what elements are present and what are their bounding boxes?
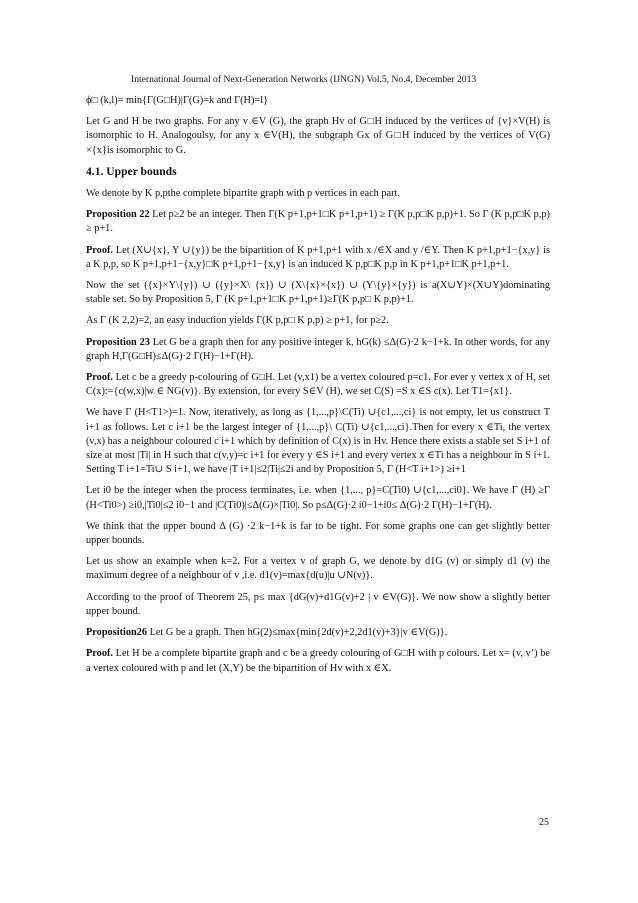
paragraph-text: Let G and H be two graphs. For any v ∈V (G), the graph Hv of G□H induced by the vertices of {v}×V(H) is isomorphic to H. Analogoulsy, for any x ∈V(H), the subgraph Gx of G□H induced by the vertices of V(G) ×{x}is isomorphic to G.: [86, 116, 550, 156]
paragraph-text: We think that the upper bound Δ (G) ·2 k−1+k is far to be tight. For some graphs one can get slightly better upper bounds.: [86, 520, 550, 547]
proof-26: [86, 647, 550, 675]
paragraph-p2: [86, 187, 550, 201]
paragraph-text: ϕ□ (k,l)= min{Γ(G□H)|Γ(G)=k and Γ(H)=l}: [86, 95, 269, 106]
page-number: 25: [539, 817, 549, 828]
proposition-label: Proposition 23: [86, 336, 150, 348]
section-heading: 4.1. Upper bounds: [86, 164, 177, 178]
proof-label: Proof.: [86, 244, 113, 256]
paragraph-p10: [86, 484, 550, 512]
paragraph-text: Let G be a graph then for any positive integer k, hG(k) ≤Δ(G)·2 k−1+k. In other words, for any graph H,Γ(G□H)≤Δ(G)·2 Γ(H)−1+Γ(H).: [86, 336, 550, 362]
paragraph-text: Let (X∪{x}, Y ∪{y}) be the bipartition of K p+1,p+1 with x /∈X and y /∈Y. Then K p+1,p+1−{x,y} is a K p,p, so K p+1,p+1−{x,y}□K p+1,p+1−{x,y} is an induced K p,p□K p,p in K p+1,p+1□K p+1,p+1.: [86, 244, 550, 270]
paragraph-text: According to the proof of Theorem 25, p≤ max {dG(v)+d1G(v)+2 | v ∈V(G)}. We now show a slightly better upper bound.: [86, 591, 550, 617]
proposition-label: Proposition26: [86, 627, 148, 639]
paragraph-p0: [86, 94, 550, 108]
proof-label: Proof.: [86, 372, 113, 384]
body-text: [86, 94, 550, 683]
paragraph-text: Now the set ({x}×Y\{y}) ∪ ({y}×X\ {x}) ∪ (X\{x}×{x}) ∪ (Y\{y}×{y}) is a(X∪Y)×(X∪Y)dominating stable set. So by Proposition 5, Γ (K p+1,p+1□K p+1,p+1)≥Γ(K p,p□ K p,p)+1.: [86, 280, 550, 306]
paragraph-text: Let G be a graph. Then hG(2)≤max{min{2d(v)+2,2d1(v)+3}|v ∈V(G)}.: [147, 627, 448, 639]
paragraph-text: Let us show an example when k=2. For a vertex v of graph G, we denote by d1G (v) or simply d1 (v) the maximum degree of a neighbour of v ,i.e. d1(v)=max{d(u)|u ∪N(v)}.: [86, 556, 550, 582]
paragraph-text: Let i0 be the integer when the process terminates, i.e. when {1,..., p}=C(Ti0) ∪{c1,...,ci0}. We have Γ (H) ≥Γ (H<Ti0>) ≥i0,|Ti0|≤2 i0−1 and |C(Ti0)|≤Δ(G)×|Ti0|. So p≤Δ(G)·2 i0−1+i0≤ Δ(G)·2 Γ(H)−1+Γ(H).: [86, 485, 550, 511]
proof-label: Proof.: [86, 648, 113, 660]
proposition-22: [86, 208, 550, 236]
paragraph-p1: [86, 115, 550, 158]
proof-23: [86, 371, 550, 399]
proof-22: [86, 244, 550, 272]
paragraph-text: Let H be a complete bipartite graph and c be a greedy colouring of G□H with p colours. Let x= (v, v’) be a vertex coloured with p and let (X,Y) be the bipartition of Hv with x ∈X.: [86, 648, 550, 674]
proposition-26: [86, 626, 550, 640]
paragraph-text: We denote by K p,pthe complete bipartite graph with p vertices in each part.: [86, 188, 400, 200]
paragraph-text: We have Γ (H<T1>)=1. Now, iteratively, as long as {1,...,p}\C(Ti) ∪{c1,...,ci} is not empty, let us construct T i+1 as follows. Let c i+1 be the largest integer of {1,...,p}\ C(Ti) ∪{c1,...,ci}.Then for every x ∈Ti, the vertex (v,x) has a neighbour coloured c i+1 which by definition of C(x) is in Hv. Hence there exists a stable set S i+1 of size at most |Ti| in H such that c(v,y)=c i+1 for every y ∈S i+1 and every vertex x ∈Ti has a neighbour in S i+1. Setting T i+1=Ti∪ S i+1, we have |T i+1|≤2|Ti|≤2i and by Proposition 5, Γ (H<T i+1>) ≥i+1: [86, 407, 550, 476]
paragraph-p5: [86, 279, 550, 307]
proposition-23: [86, 336, 550, 364]
paragraph-text: As Γ (K 2,2)=2, an easy induction yields Γ(K p,p□ K p,p) ≥ p+1, for p≥2.: [86, 315, 389, 327]
running-header: International Journal of Next-Generation Networks (IJNGN) Vol.5, No.4, December 2013: [131, 74, 477, 85]
paragraph-text: Let c be a greedy p-colouring of G□H. Let (v,x1) be a vertex coloured p=c1. For ever y vertex x of H, set C(x):={c(w,x)|w ∈ NG(v)}. By extension, for every S∈V (H), we set C(S) =S x ∈S c(x). Let T1={x1}.: [86, 372, 550, 398]
paragraph-p13: [86, 591, 550, 619]
paragraph-p6: [86, 314, 550, 328]
paragraph-p12: [86, 555, 550, 583]
paragraph-p9: [86, 406, 550, 477]
paragraph-text: Let p≥2 be an integer. Then Γ(K p+1,p+1□K p+1,p+1) ≥ Γ(K p,p□K p,p)+1. So Γ (K p,p□K p,p) ≥ p+1.: [86, 209, 550, 235]
proposition-label: Proposition 22: [86, 209, 150, 221]
paragraph-p11: [86, 520, 550, 548]
